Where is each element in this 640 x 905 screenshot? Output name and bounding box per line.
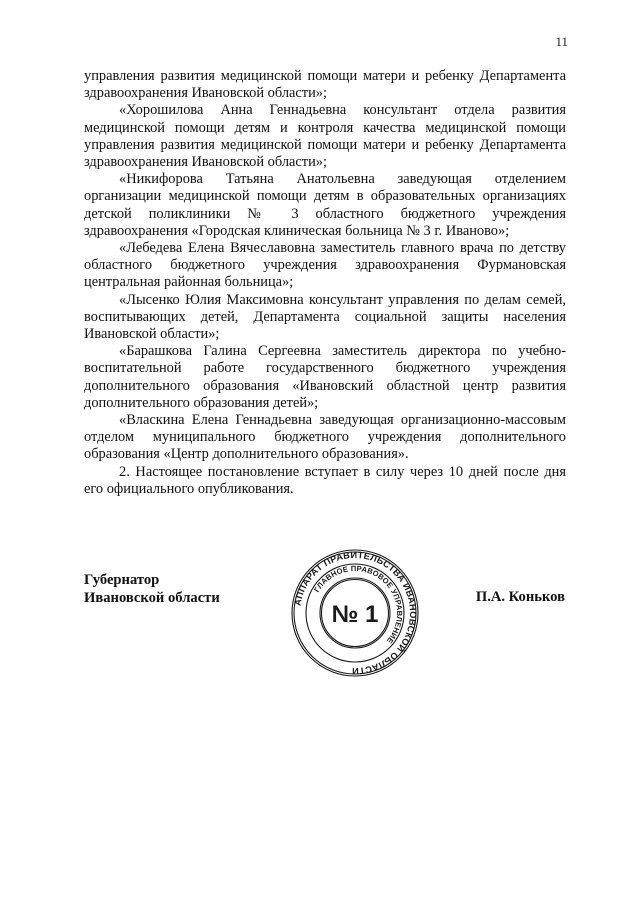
signatory-title-line-2: Ивановской области [84,590,220,606]
paragraph-3: «Никифорова Татьяна Анатольевна заведующая отделением организации медицинской помощи детям в образовательных организациях детской поликлиники № 3 областного бюджетного учреждения здравоохранения «Городская клиническая больница № 3 г. Иваново»; [84,171,566,239]
paragraph-4: «Лебедева Елена Вячеславовна заместитель главного врача по детству областного бюджетного учреждения здравоохранения Фурмановская центральная районная больница»; [84,240,566,291]
signatory-title [84,571,220,607]
paragraph-1: управления развития медицинской помощи матери и ребенку Департамента здравоохранения Ивановской области»; [84,68,566,102]
seal-number: № 1 [331,601,379,628]
signatory-title-line-1: Губернатор [84,572,160,588]
paragraph-8: 2. Настоящее постановление вступает в силу через 10 дней после дня его официального опубликования. [84,463,566,497]
paragraph-6: «Барашкова Галина Сергеевна заместитель директора по учебно-воспитательной работе государственного бюджетного учреждения дополнительного образования «Ивановский областной центр развития дополнительного образования детей»; [84,343,566,411]
paragraph-7: «Власкина Елена Геннадьевна заведующая организационно-массовым отделом муниципального бюджетного учреждения дополнительного образования «Центр дополнительного образования». [84,412,566,463]
signatory-name: П.А. Коньков [475,589,565,605]
official-seal [290,548,420,678]
seal-outer-text: АППАРАТ ПРАВИТЕЛЬСТВА ИВАНОВСКОЙ ОБЛАСТИ [292,549,419,677]
paragraph-5: «Лысенко Юлия Максимовна консультант управления по делам семей, воспитывающих детей, Департамента социальной защиты населения Ивановской области»; [84,291,566,343]
page-number: 11 [555,34,568,49]
seal-inner-text: ГЛАВНОЕ ПРАВОВОЕ УПРАВЛЕНИЕ [312,563,405,646]
decree-body [84,68,566,498]
paragraph-2: «Хорошилова Анна Геннадьевна консультант отдела развития медицинской помощи детям и контроля качества медицинской помощи управления развития медицинской помощи матери и ребенку Департамента здравоохранения Ивановской области»; [84,102,566,171]
